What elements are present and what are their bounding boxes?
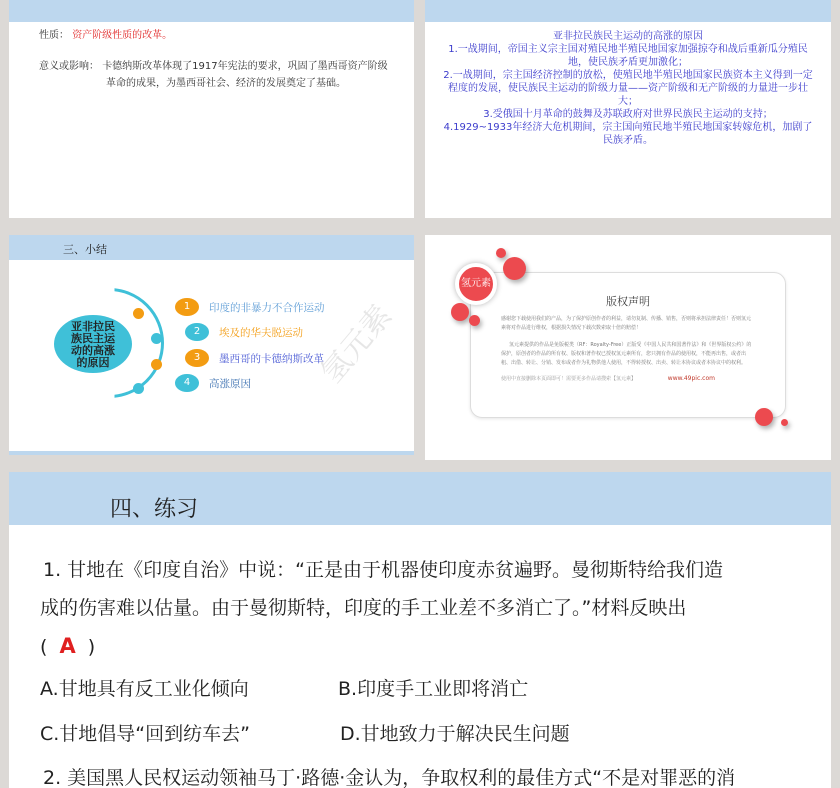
summary-item[interactable]	[185, 349, 324, 367]
copyright-footer: 使用中直接删除本页面即可！需要更多作品请搜索【氢元素】	[501, 376, 637, 382]
nature-value: 资产阶级性质的改革。	[72, 30, 173, 41]
slide-practice[interactable]	[9, 472, 831, 788]
nature-label: 性质：	[39, 30, 69, 41]
node-dot	[151, 333, 162, 344]
copyright-para: 氢元素提供的作品是免版税类（RF：Royalty-Free）正版受《中国人民共和国著作法》和《世界版权公约》的保护，原创者的作品的所有权、版权和著作权已授权氢元素所有，您只拥有作品的使用权，不能再出售，或者出租、出借、转让、分销、发布或者作为礼物供他人使用，不得转授权、出卖、转让本协议或者本协议中的权利。	[501, 342, 752, 366]
summary-item[interactable]	[175, 298, 325, 316]
decor-circle	[496, 248, 506, 258]
number-badge: 3	[185, 349, 209, 367]
item-label: 墨西哥的卡德纳斯改革	[219, 352, 324, 365]
copyright-card	[470, 272, 786, 418]
impact-row	[39, 58, 409, 92]
center-bubble: 亚非拉民族民主运动的高涨的原因	[54, 315, 132, 373]
question-text: 成的伤害难以估量。由于曼彻斯特，印度的手工业差不多消亡了。”材料反映出	[40, 597, 687, 619]
impact-line: 卡德纳斯改革体现了1917年宪法的要求，巩固了墨西哥资产阶级	[102, 61, 388, 72]
decor-circle	[451, 303, 469, 321]
reason-item: 2.一战期间，宗主国经济控制的放松，使殖民地半殖民地国家民族资本主义得到一定程度的发展，使民族民主运动的阶级力量——资产阶级和无产阶级的力量进一步壮大；	[443, 70, 813, 107]
slide-copyright[interactable]	[425, 235, 831, 460]
option-b[interactable]: B.印度手工业即将消亡	[338, 678, 529, 700]
node-dot	[133, 308, 144, 319]
watermark: 氢元素	[314, 298, 400, 390]
answer-mark: A	[59, 634, 76, 658]
nature-row	[39, 26, 172, 41]
item-label: 高涨原因	[209, 377, 251, 390]
practice-heading: 四、练习	[110, 497, 199, 522]
paren: )	[87, 636, 96, 658]
option-a[interactable]: A.甘地具有反工业化倾向	[40, 678, 249, 700]
decor-circle	[755, 408, 773, 426]
number-badge: 2	[185, 323, 209, 341]
option-c[interactable]: C.甘地倡导“回到纺车去”	[40, 723, 250, 745]
node-dot	[133, 383, 144, 394]
header-band	[425, 0, 831, 22]
reason-item: 1.一战期间，帝国主义宗主国对殖民地半殖民地国家加强掠夺和战后重新瓜分殖民地，使民族矛盾更加激化；	[448, 44, 808, 68]
item-label: 埃及的华夫脱运动	[219, 326, 303, 339]
decor-circle	[781, 419, 788, 426]
slide-mexico-reform[interactable]	[9, 0, 414, 218]
summary-item[interactable]	[185, 323, 303, 341]
reasons-text	[440, 30, 816, 147]
decor-circle	[503, 257, 526, 280]
summary-heading: 三、小结	[63, 243, 107, 256]
impact-line: 革命的成果，为墨西哥社会、经济的发展奠定了基础。	[106, 78, 346, 89]
copyright-para: 感谢您下载使用我们的产品，为了保护原创作者的利益，请勿复制、传播、销售，否则将承担法律责任！否则氢元素将对作品进行维权，根据损失情况下载次数索取十倍的赔偿！	[501, 316, 752, 331]
paren: (	[40, 636, 48, 658]
impact-label: 意义或影响：	[39, 61, 99, 72]
reason-item: 3.受俄国十月革命的鼓舞及苏联政府对世界民族民主运动的支持；	[483, 109, 773, 120]
reason-item: 4.1929~1933年经济大危机期间，宗主国向殖民地半殖民地国家转嫁危机，加剧了民族矛盾。	[443, 122, 813, 146]
question-text: 2. 美国黑人民权运动领袖马丁·路德·金认为，争取权利的最佳方式“不是对罪恶的消	[43, 767, 736, 788]
summary-item[interactable]	[175, 374, 251, 392]
decor-circle	[469, 315, 480, 326]
site-url[interactable]: www.49pic.com	[667, 375, 715, 382]
slide-reasons[interactable]	[425, 0, 831, 218]
answer-row	[40, 627, 95, 666]
question-text: 1. 甘地在《印度自治》中说：“正是由于机器使印度赤贫遍野。曼彻斯特给我们造	[43, 559, 724, 581]
footer-band	[9, 451, 414, 455]
number-badge: 4	[175, 374, 199, 392]
number-badge: 1	[175, 298, 199, 316]
header-band	[9, 0, 414, 22]
node-dot	[151, 359, 162, 370]
option-d[interactable]: D.甘地致力于解决民生问题	[340, 723, 570, 745]
reasons-title: 亚非拉民族民主运动的高涨的原因	[553, 31, 703, 42]
logo-badge: 氢元素	[455, 263, 497, 305]
item-label: 印度的非暴力不合作运动	[209, 301, 325, 314]
slide-summary[interactable]	[9, 235, 414, 455]
copyright-title: 版权声明	[606, 295, 650, 308]
